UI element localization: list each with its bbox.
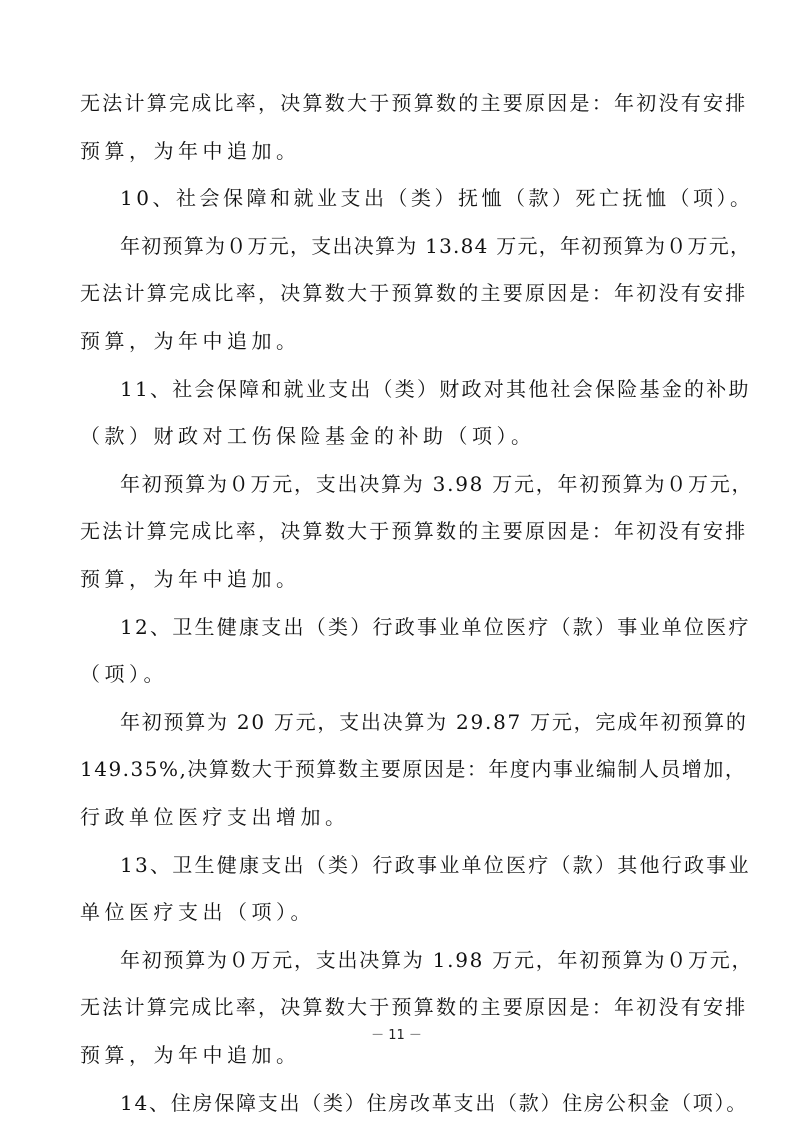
paragraph-line: 149.35%,决算数大于预算数主要原因是：年度内事业编制人员增加， [80, 757, 747, 782]
paragraph-line: 预算，为年中追加。 [80, 1043, 301, 1067]
paragraph-line: 行政单位医疗支出增加。 [80, 805, 350, 829]
paragraph-line: 无法计算完成比率，决算数大于预算数的主要原因是：年初没有安排 [80, 995, 748, 1020]
section-heading-line: （款）财政对工伤保险基金的补助（项）。 [80, 424, 536, 449]
page-number: － 11 － [371, 1028, 422, 1043]
section-heading-line: 单位医疗支出（项）。 [80, 900, 315, 925]
paragraph-line: 无法计算完成比率，决算数大于预算数的主要原因是：年初没有安排 [80, 91, 748, 115]
paragraph-line: 预算，为年中追加。 [80, 329, 301, 353]
paragraph-line: 年初预算为 20 万元，支出决算为 29.87 万元，完成年初预算的 [120, 709, 748, 734]
paragraph-line: 预算，为年中追加。 [80, 138, 301, 163]
section-heading-line: 10、社会保障和就业支出（类）抚恤（款）死亡抚恤（项）。 [120, 186, 754, 211]
section-heading-line: 12、卫生健康支出（类）行政事业单位医疗（款）事业单位医疗 [120, 614, 751, 639]
section-heading-line: 11、社会保障和就业支出（类）财政对其他社会保险基金的补助 [120, 376, 751, 401]
section-heading-line: （项）。 [80, 662, 168, 687]
paragraph-line: 年初预算为０万元，支出决算为 13.84 万元，年初预算为０万元， [120, 233, 752, 258]
section-heading-line: 14、住房保障支出（类）住房改革支出（款）住房公积金（项）。 [120, 1090, 748, 1115]
paragraph-line: 无法计算完成比率，决算数大于预算数的主要原因是：年初没有安排 [80, 281, 748, 306]
paragraph-line: 年初预算为０万元，支出决算为 1.98 万元，年初预算为０万元， [120, 947, 754, 972]
paragraph-line: 无法计算完成比率，决算数大于预算数的主要原因是：年初没有安排 [80, 519, 748, 544]
paragraph-line: 年初预算为０万元，支出决算为 3.98 万元，年初预算为０万元， [120, 471, 754, 496]
paragraph-line: 预算，为年中追加。 [80, 567, 301, 591]
section-heading-line: 13、卫生健康支出（类）行政事业单位医疗（款）其他行政事业 [120, 852, 751, 877]
